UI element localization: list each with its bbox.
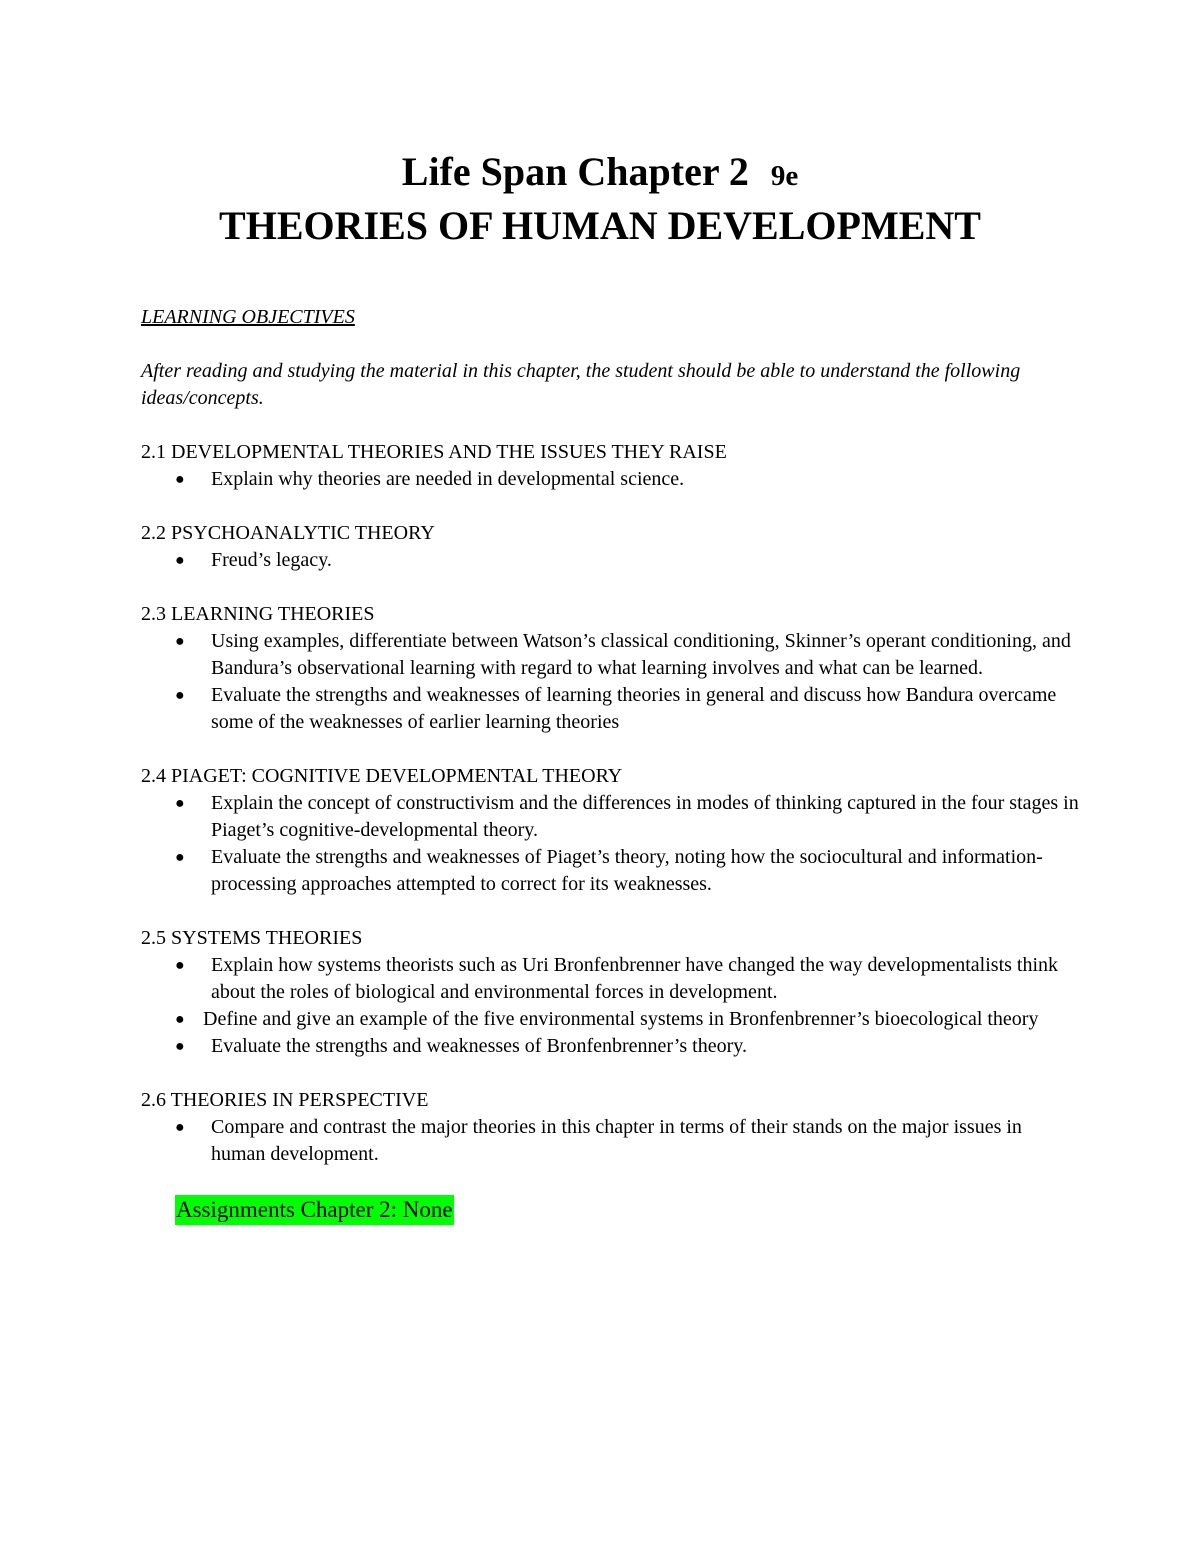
section-title: 2.2 PSYCHOANALYTIC THEORY xyxy=(141,522,435,544)
objectives-heading: LEARNING OBJECTIVES xyxy=(141,306,355,328)
list-item: ● Freud’s legacy. xyxy=(141,547,1081,574)
bullet-list xyxy=(141,628,1081,736)
intro-paragraph: After reading and studying the material in this chapter, the student should be able to understand the following ideas/concepts. xyxy=(141,360,1021,409)
list-item: ● Evaluate the strengths and weaknesses of Piaget’s theory, noting how the sociocultural and information-processing approaches attempted to correct for its weaknesses. xyxy=(175,846,1043,895)
bullet-icon: ● xyxy=(175,957,185,974)
document-body xyxy=(141,304,1081,1225)
bullet-icon: ● xyxy=(175,1038,185,1055)
section-title: 2.4 PIAGET: COGNITIVE DEVELOPMENTAL THEORY xyxy=(141,765,623,787)
bullet-icon: ● xyxy=(175,1119,185,1136)
list-item: ● Compare and contrast the major theories in this chapter in terms of their stands on the major issues in human development. xyxy=(175,1116,1022,1165)
section-2-2 xyxy=(141,520,1081,574)
bullet-list xyxy=(141,547,1081,574)
bullet-icon: ● xyxy=(175,552,185,569)
bullet-icon: ● xyxy=(175,687,185,704)
bullet-list xyxy=(141,790,1081,898)
section-2-3 xyxy=(141,601,1081,736)
bullet-list xyxy=(141,1114,1081,1168)
bullet-icon: ● xyxy=(175,1011,185,1028)
bullet-list xyxy=(141,952,1081,1060)
bullet-icon: ● xyxy=(175,795,185,812)
section-2-4 xyxy=(141,763,1081,898)
assignments-highlight: Assignments Chapter 2: None xyxy=(175,1195,454,1225)
bullet-icon: ● xyxy=(175,633,185,650)
list-item: ● Explain why theories are needed in developmental science. xyxy=(141,466,1081,493)
list-item: ● Using examples, differentiate between Watson’s classical conditioning, Skinner’s operant conditioning, and Bandura’s observational learning with regard to what learning involves and what can be learned. xyxy=(175,630,1071,679)
title-main-text: Life Span Chapter 2 xyxy=(401,149,749,194)
assignments-block xyxy=(141,1195,1081,1225)
list-item: ● Evaluate the strengths and weaknesses of learning theories in general and discuss how Bandura overcame some of the weaknesses of earlier learning theories xyxy=(175,684,1057,733)
edition-label: 9e xyxy=(770,160,799,192)
section-title: 2.6 THEORIES IN PERSPECTIVE xyxy=(141,1089,429,1111)
bullet-icon: ● xyxy=(175,849,185,866)
section-2-1 xyxy=(141,439,1081,493)
section-title: 2.5 SYSTEMS THEORIES xyxy=(141,927,363,949)
list-item: ● Explain how systems theorists such as Uri Bronfenbrenner have changed the way developmentalists think about the roles of biological and environmental forces in development. xyxy=(175,954,1059,1003)
list-item: ● Explain the concept of constructivism and the differences in modes of thinking captured in the four stages in Piaget’s cognitive-developmental theory. xyxy=(175,792,1079,841)
document-subtitle: THEORIES OF HUMAN DEVELOPMENT xyxy=(219,203,981,248)
list-item: ● Define and give an example of the five environmental systems in Bronfenbrenner’s bioecological theory xyxy=(141,1006,1081,1033)
document-title xyxy=(0,146,1200,202)
section-2-6 xyxy=(141,1087,1081,1168)
section-2-5 xyxy=(141,925,1081,1060)
section-title: 2.3 LEARNING THEORIES xyxy=(141,603,375,625)
bullet-list xyxy=(141,466,1081,493)
bullet-icon: ● xyxy=(175,471,185,488)
section-title: 2.1 DEVELOPMENTAL THEORIES AND THE ISSUES THEY RAISE xyxy=(141,441,727,463)
list-item: ● Evaluate the strengths and weaknesses of Bronfenbrenner’s theory. xyxy=(141,1033,1081,1060)
